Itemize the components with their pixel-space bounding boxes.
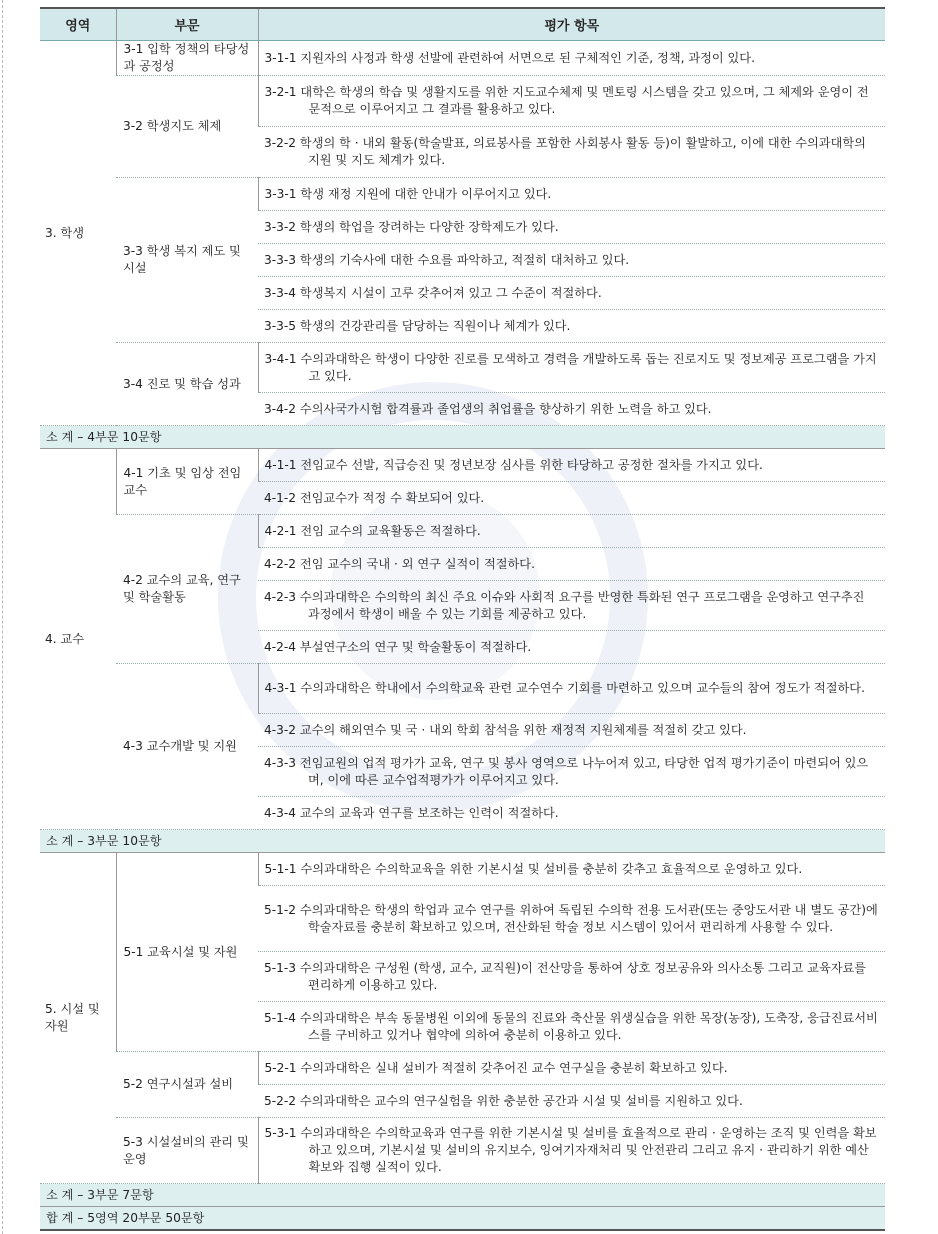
division-cell: 5-2 연구시설과 설비 <box>116 1052 258 1118</box>
table-header-row <box>40 8 885 41</box>
evaluation-item-text: 3-3-1 학생 재정 지원에 대한 안내가 이루어지고 있다. <box>264 186 552 201</box>
evaluation-item-text: 4-2-2 전임 교수의 국내 · 외 연구 실적이 적절하다. <box>264 556 535 571</box>
item-cell <box>258 664 885 714</box>
evaluation-item-text: 4-3-3 전임교원의 업적 평가가 교육, 연구 및 봉사 영역으로 나누어져 있고, 타당한 업적 평가기준이 마련되어 있으며, 이에 따른 교수업적평가가 이루어지고 있다. <box>264 755 869 787</box>
evaluation-item-text: 5-2-2 수의과대학은 교수의 연구실험을 위한 충분한 공간과 시설 및 설비를 지원하고 있다. <box>264 1093 743 1108</box>
item-cell <box>258 178 885 211</box>
evaluation-item-text: 4-1-1 전임교수 선발, 직급승진 및 정년보장 심사를 위한 타당하고 공정한 절차를 가지고 있다. <box>264 457 763 472</box>
item-cell <box>258 548 885 581</box>
item-cell <box>258 244 885 277</box>
item-cell <box>258 76 885 127</box>
evaluation-item-text: 4-2-3 수의과대학은 수의학의 최신 주요 이슈와 사회적 요구를 반영한 특화된 연구 프로그램을 운영하고 연구추진 과정에서 학생이 배울 수 있는 기회를 제공하고 있다. <box>264 589 865 621</box>
table-row <box>40 449 885 482</box>
total-text: 합 계 – 5영역 20부문 50문항 <box>40 1207 885 1231</box>
header-items: 평가 항목 <box>258 8 885 41</box>
header-area: 영역 <box>40 8 116 41</box>
evaluation-item-text: 5-1-3 수의과대학은 구성원 (학생, 교수, 교직원)이 전산망을 통하여 상호 정보공유와 의사소통 그리고 교육자료를 편리하게 이용하고 있다. <box>264 960 867 992</box>
division-cell: 5-1 교육시설 및 자원 <box>116 853 258 1052</box>
evaluation-item-text: 4-2-1 전임 교수의 교육활동은 적절하다. <box>264 523 481 538</box>
table-row <box>40 664 885 714</box>
subtotal-text: 소 계 – 3부문 10문항 <box>40 830 885 853</box>
table-row <box>40 343 885 393</box>
subtotal-row <box>40 830 885 853</box>
header-division: 부문 <box>116 8 258 41</box>
evaluation-item-text: 5-2-1 수의과대학은 실내 설비가 적절히 갖추어진 교수 연구실을 충분히 확보하고 있다. <box>264 1060 728 1075</box>
evaluation-item-text: 3-3-3 학생의 기숙사에 대한 수요를 파악하고, 적절히 대처하고 있다. <box>264 252 630 267</box>
division-cell: 4-1 기초 및 임상 전임교수 <box>116 449 258 515</box>
item-cell <box>258 952 885 1002</box>
item-cell <box>258 211 885 244</box>
evaluation-item-text: 3-4-1 수의과대학은 학생이 다양한 진로를 모색하고 경력을 개발하도록 돕는 진로지도 및 정보제공 프로그램을 가지고 있다. <box>264 351 877 383</box>
item-cell <box>258 1002 885 1052</box>
item-cell <box>258 886 885 952</box>
table-row <box>40 853 885 886</box>
division-cell: 4-3 교수개발 및 지원 <box>116 664 258 830</box>
table-row <box>40 178 885 211</box>
subtotal-text: 소 계 – 4부문 10문항 <box>40 426 885 449</box>
item-cell <box>258 310 885 343</box>
division-cell: 3-3 학생 복지 제도 및 시설 <box>116 178 258 343</box>
area-cell: 4. 교수 <box>40 449 116 830</box>
division-cell: 5-3 시설설비의 관리 및 운영 <box>116 1118 258 1184</box>
item-cell <box>258 449 885 482</box>
item-cell <box>258 482 885 515</box>
evaluation-item-text: 3-3-5 학생의 건강관리를 담당하는 직원이나 체계가 있다. <box>264 318 571 333</box>
table-row <box>40 41 885 76</box>
item-cell <box>258 127 885 178</box>
evaluation-item-text: 5-3-1 수의과대학은 수의학교육과 연구를 위한 기본시설 및 설비를 효율적으로 관리 · 운영하는 조직 및 인력을 확보하고 있으며, 기본시설 및 설비의 유지보수, 잉여기자재처리 및 안전관리 그리고 유지 · 관리하기 위한 예산 확보와 집행 실적이 있다. <box>264 1126 877 1174</box>
subtotal-row <box>40 426 885 449</box>
item-cell <box>258 714 885 747</box>
evaluation-item-text: 4-3-1 수의과대학은 학내에서 수의학교육 관련 교수연수 기회를 마련하고 있으며 교수들의 참여 정도가 적절하다. <box>264 681 865 695</box>
item-cell <box>258 631 885 664</box>
item-cell <box>258 747 885 797</box>
table-row <box>40 1118 885 1184</box>
item-cell <box>258 343 885 393</box>
evaluation-item-text: 4-3-2 교수의 해외연수 및 국 · 내외 학회 참석을 위한 재정적 지원체제를 적절히 갖고 있다. <box>264 722 747 737</box>
item-cell <box>258 41 885 76</box>
evaluation-item-text: 3-4-2 수의사국가시험 합격률과 졸업생의 취업률을 향상하기 위한 노력을 하고 있다. <box>264 401 712 416</box>
item-cell <box>258 515 885 548</box>
evaluation-item-text: 3-3-4 학생복지 시설이 고루 갖추어져 있고 그 수준이 적절하다. <box>264 285 602 300</box>
evaluation-item-text: 5-1-4 수의과대학은 부속 동물병원 이외에 동물의 진료와 축산물 위생실습을 위한 목장(농장), 도축장, 응급진료서비스를 구비하고 있거나 협약에 의하여 충분히 이용하고 있다. <box>264 1010 878 1042</box>
division-cell: 4-2 교수의 교육, 연구 및 학술활동 <box>116 515 258 664</box>
item-cell <box>258 797 885 830</box>
division-cell: 3-2 학생지도 체제 <box>116 76 258 178</box>
evaluation-item-text: 3-2-2 학생의 학 · 내외 활동(학술발표, 의료봉사를 포함한 사회봉사 활동 등)이 활발하고, 이에 대한 수의과대학의 지원 및 지도 체계가 있다. <box>264 136 866 167</box>
division-cell: 3-4 진로 및 학습 성과 <box>116 343 258 426</box>
evaluation-item-text: 4-3-4 교수의 교육과 연구를 보조하는 인력이 적절하다. <box>264 805 559 820</box>
table-row <box>40 515 885 548</box>
table-row <box>40 76 885 127</box>
item-cell <box>258 581 885 631</box>
evaluation-item-text: 4-2-4 부설연구소의 연구 및 학술활동이 적절하다. <box>264 639 532 654</box>
page-margin-guide <box>2 0 3 1234</box>
evaluation-item-text: 3-2-1 대학은 학생의 학습 및 생활지도를 위한 지도교수체제 및 멘토링 시스템을 갖고 있으며, 그 체제와 운영이 전문적으로 이루어지고 그 결과를 활용하고 있다. <box>264 85 869 116</box>
table-row <box>40 1052 885 1085</box>
item-cell <box>258 1085 885 1118</box>
total-row <box>40 1207 885 1231</box>
item-cell <box>258 1118 885 1184</box>
item-cell <box>258 853 885 886</box>
area-cell: 5. 시설 및 자원 <box>40 853 116 1184</box>
table-body <box>40 41 885 1231</box>
evaluation-item-text: 4-1-2 전임교수가 적정 수 확보되어 있다. <box>264 490 485 505</box>
evaluation-table <box>40 7 885 1231</box>
area-cell: 3. 학생 <box>40 41 116 426</box>
evaluation-item-text: 5-1-2 수의과대학은 학생의 학업과 교수 연구를 위하여 독립된 수의학 전용 도서관(또는 중앙도서관 내 별도 공간)에 학술자료를 충분히 확보하고 있으며, 전산화된 학술 정보 시스템이 있어서 편리하게 사용할 수 있다. <box>264 902 878 934</box>
evaluation-item-text: 3-1-1 지원자의 사정과 학생 선발에 관련하여 서면으로 된 구체적인 기준, 정책, 과정이 있다. <box>264 50 755 65</box>
item-cell <box>258 1052 885 1085</box>
evaluation-item-text: 5-1-1 수의과대학은 수의학교육을 위한 기본시설 및 설비를 충분히 갖추고 효율적으로 운영하고 있다. <box>264 861 803 876</box>
subtotal-row <box>40 1184 885 1207</box>
item-cell <box>258 277 885 310</box>
evaluation-item-text: 3-3-2 학생의 학업을 장려하는 다양한 장학제도가 있다. <box>264 219 559 234</box>
subtotal-text: 소 계 – 3부문 7문항 <box>40 1184 885 1207</box>
division-cell: 3-1 입학 정책의 타당성과 공정성 <box>116 41 258 76</box>
item-cell <box>258 393 885 426</box>
